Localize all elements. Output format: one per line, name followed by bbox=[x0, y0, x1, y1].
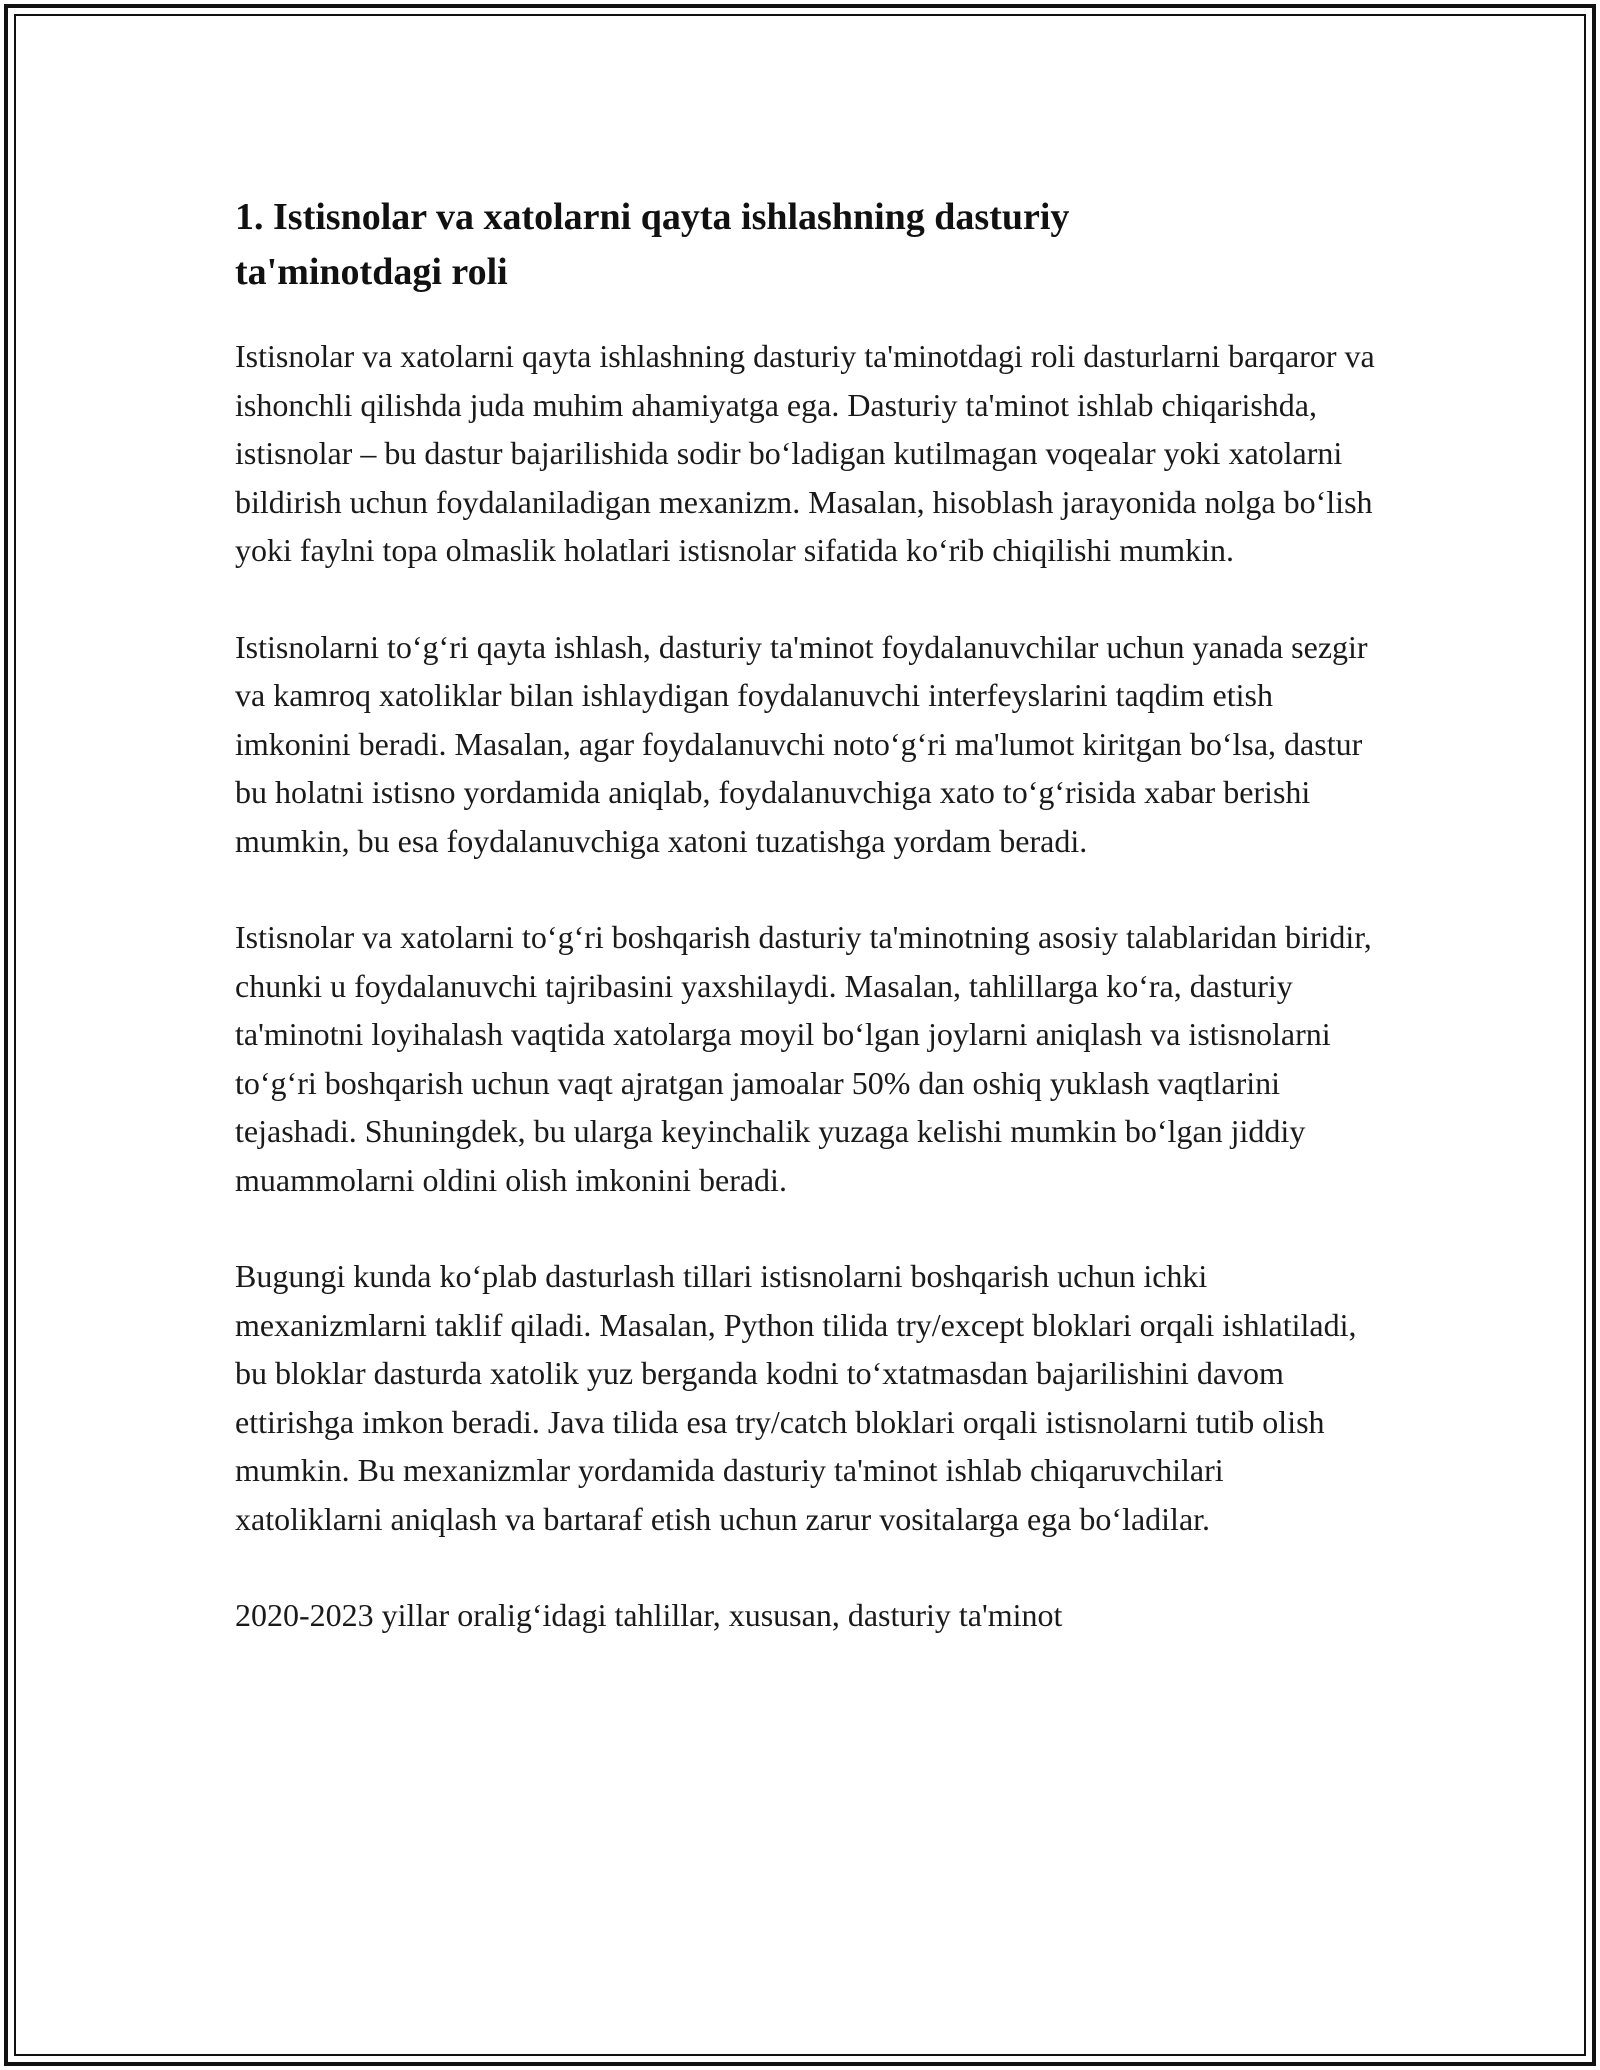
section-heading-line-1: 1. Istisnolar va xatolarni qayta ishlashning dasturiy bbox=[235, 196, 1070, 238]
paragraph-2: Istisnolarni to‘g‘ri qayta ishlash, dasturiy ta'minot foydalanuvchilar uchun yanada sezgir va kamroq xatoliklar bilan ishlaydigan foydalanuvchi interfeyslarini taqdim etish imkonini beradi. Masalan, agar foydalanuvchi noto‘g‘ri ma'lumot kiritgan bo‘lsa, dastur bu holatni istisno yordamida aniqlab, foydalanuvchiga xato to‘g‘risida xabar berishi mumkin, bu esa foydalanuvchiga xatoni tuzatishga yordam beradi. bbox=[235, 628, 1368, 859]
section-heading-line-2: ta'minotdagi roli bbox=[235, 251, 508, 293]
section-heading bbox=[235, 190, 1375, 300]
paragraph-5: 2020-2023 yillar oralig‘idagi tahlillar, xususan, dasturiy ta'minot bbox=[235, 1597, 1063, 1633]
paragraph-1: Istisnolar va xatolarni qayta ishlashning dasturiy ta'minotdagi roli dasturlarni barqaror va ishonchli qilishda juda muhim ahamiyatga ega. Dasturiy ta'minot ishlab chiqarishda, istisnolar – bu dastur bajarilishida sodir bo‘ladigan kutilmagan voqealar yoki xatolarni bildirish uchun foydalaniladigan mexanizm. Masalan, hisoblash jarayonida nolga bo‘lish yoki faylni topa olmaslik holatlari istisnolar sifatida ko‘rib chiqilishi mumkin. bbox=[235, 338, 1375, 568]
paragraph-3: Istisnolar va xatolarni to‘g‘ri boshqarish dasturiy ta'minotning asosiy talablaridan biridir, chunki u foydalanuvchi tajribasini yaxshilaydi. Masalan, tahlillarga ko‘ra, dasturiy ta'minotni loyihalash vaqtida xatolarga moyil bo‘lgan joylarni aniqlash va istisnolarni to‘g‘ri boshqarish uchun vaqt ajratgan jamoalar 50% dan oshiq yuklash vaqtlarini tejashadi. Shuningdek, bu ularga keyinchalik yuzaga kelishi mumkin bo‘lgan jiddiy muammolarni oldini olish imkonini beradi. bbox=[235, 919, 1372, 1198]
document-body bbox=[235, 190, 1375, 1688]
paragraph-4: Bugungi kunda ko‘plab dasturlash tillari istisnolarni boshqarish uchun ichki mexanizmlarni taklif qiladi. Masalan, Python tilida try/except bloklari orqali ishlatiladi, bu bloklar dasturda xatolik yuz berganda kodni to‘xtatmasdan bajarilishini davom ettirishga imkon beradi. Java tilida esa try/catch bloklari orqali istisnolarni tutib olish mumkin. Bu mexanizmlar yordamida dasturiy ta'minot ishlab chiqaruvchilari xatoliklarni aniqlash va bartaraf etish uchun zarur vositalarga ega bo‘ladilar. bbox=[235, 1258, 1357, 1537]
